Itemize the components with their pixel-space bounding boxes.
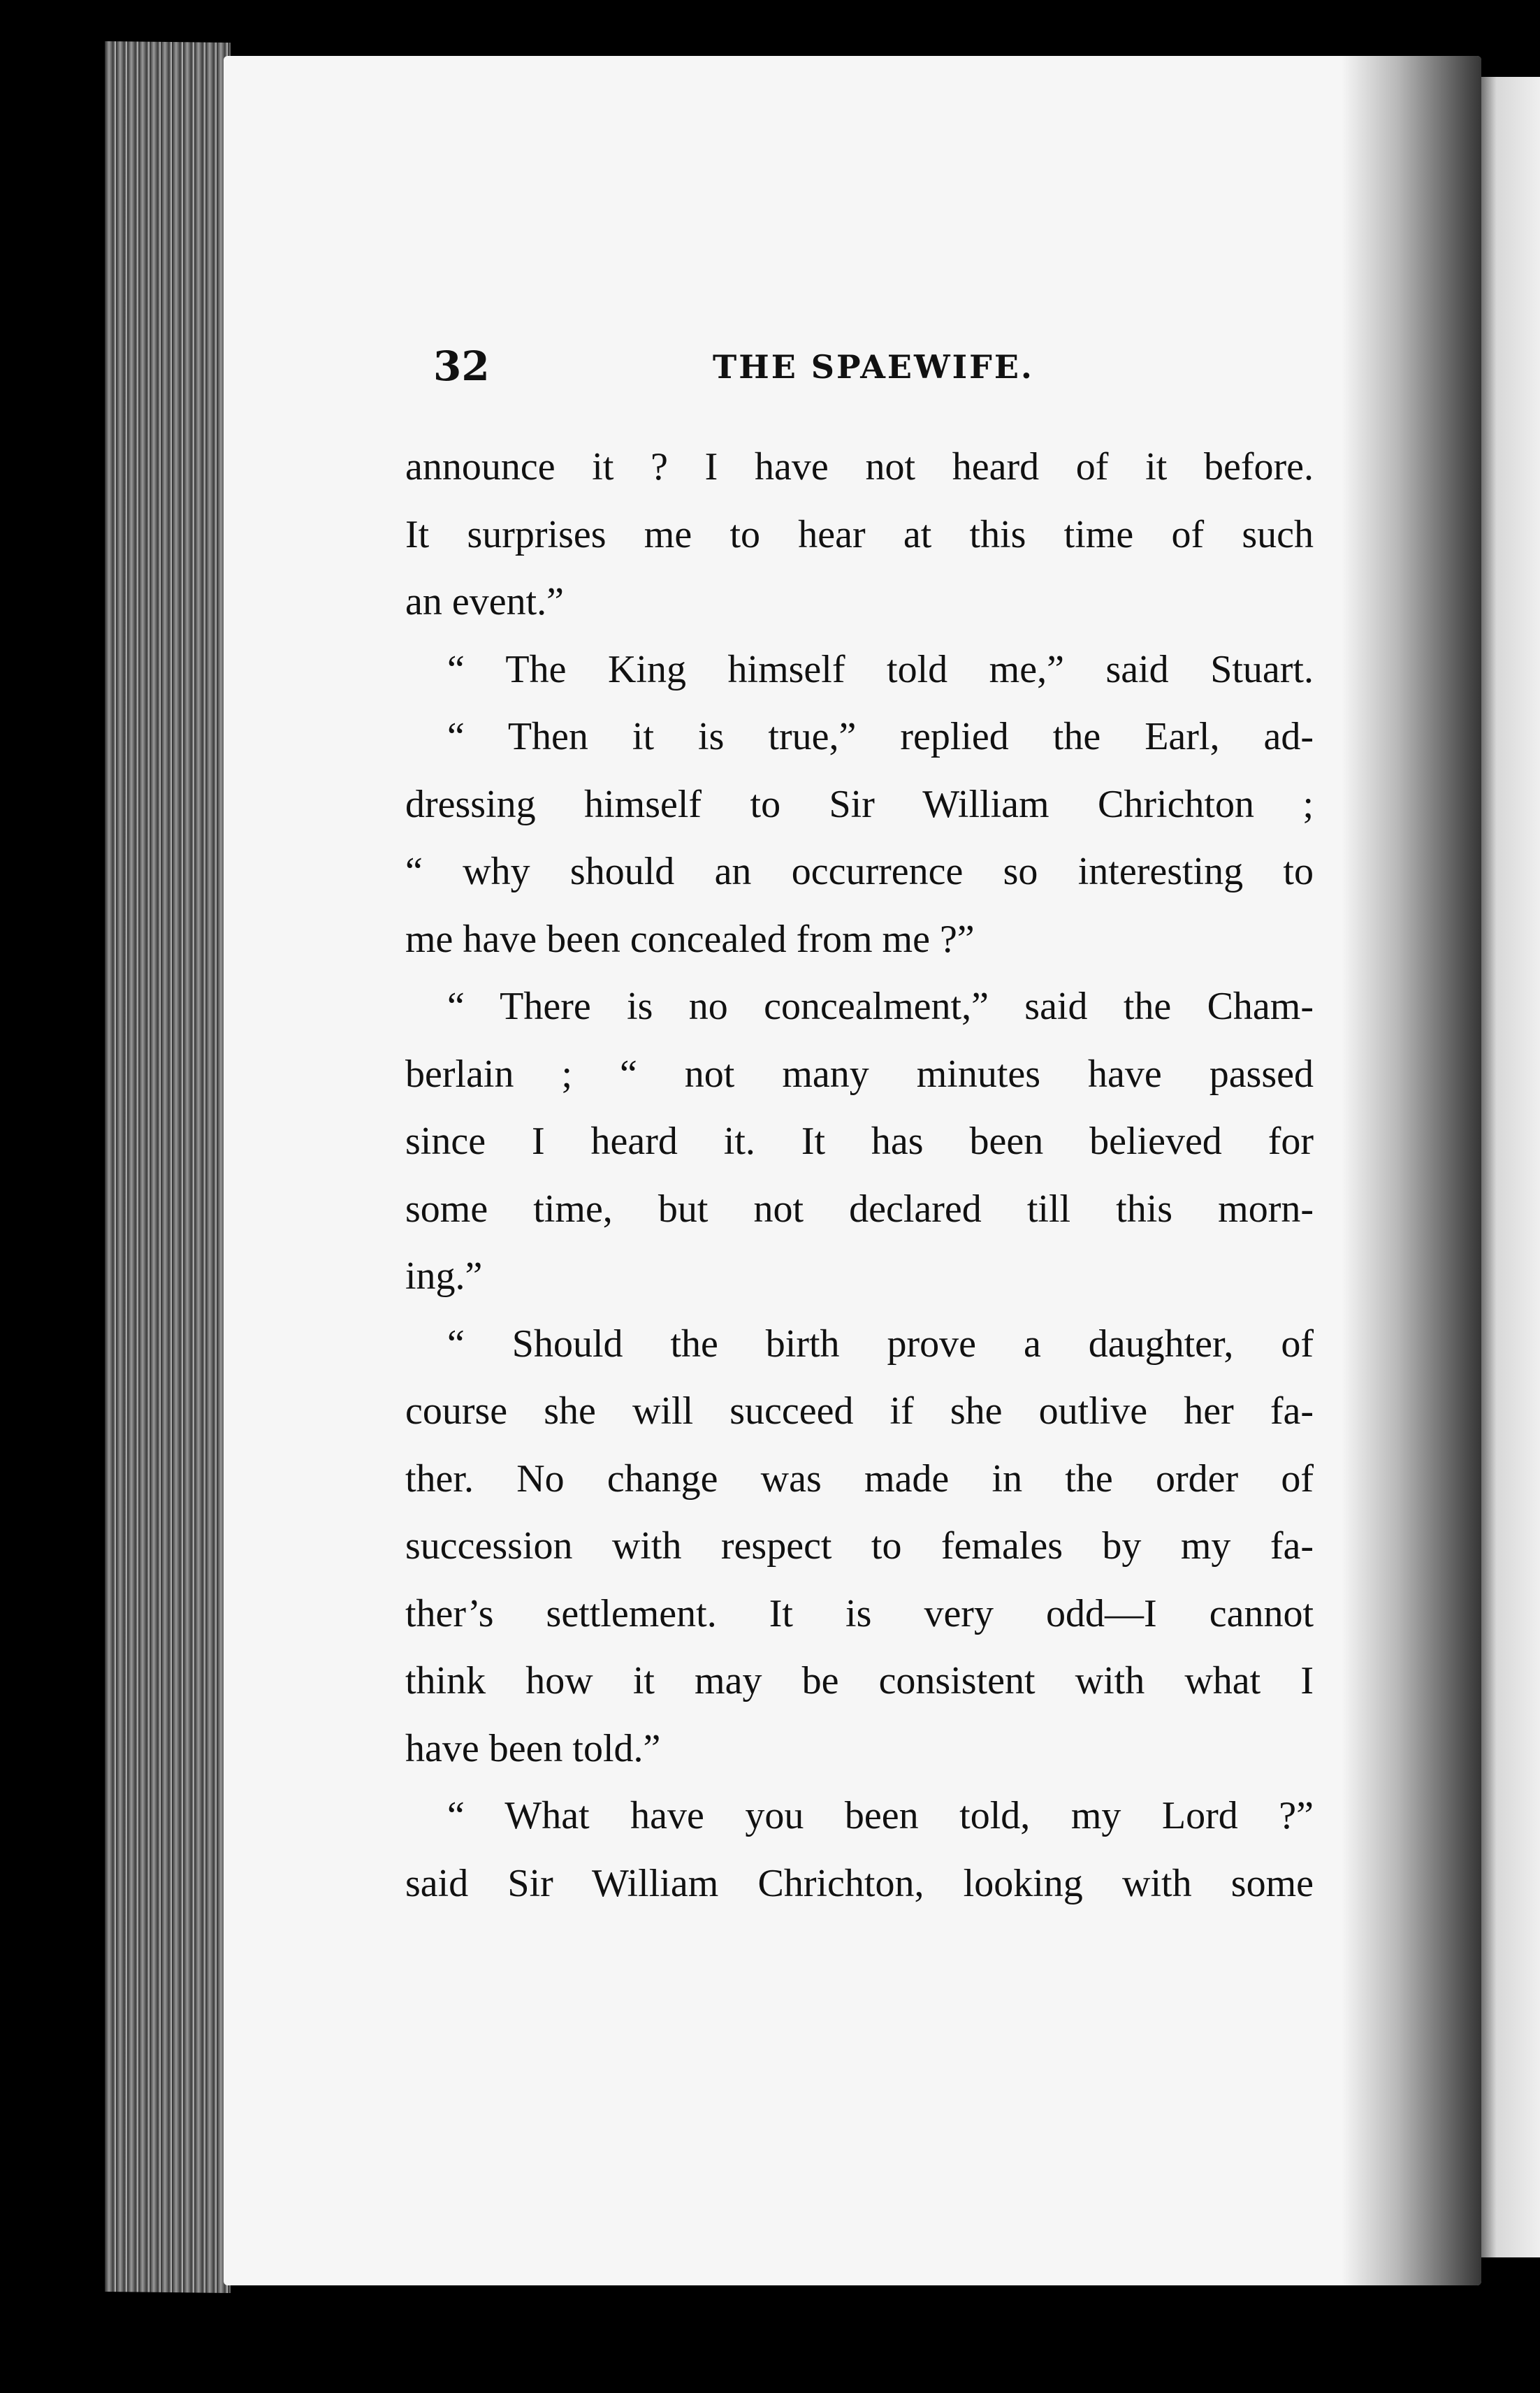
text-line: said Sir William Chrichton, looking with some [405, 1861, 1314, 1905]
text-line: “ Then it is true,” replied the Earl, ad- [447, 715, 1314, 758]
text-line: succession with respect to females by my fa- [405, 1524, 1314, 1568]
text-line: It surprises me to hear at this time of such [405, 512, 1314, 556]
text-line: dressing himself to Sir William Chrichton ; [405, 782, 1314, 826]
text-line: ther’s settlement. It is very odd—I cannot [405, 1591, 1314, 1635]
text-line: have been told.” [405, 1726, 661, 1770]
text-line: “ Should the birth prove a daughter, of [447, 1322, 1314, 1366]
text-line: me have been concealed from me ?” [405, 917, 975, 961]
text-line: “ There is no concealment,” said the Cham- [447, 985, 1314, 1028]
text-line: since I heard it. It has been believed for [405, 1120, 1314, 1163]
body-text [405, 433, 1314, 1917]
text-line: “ The King himself told me,” said Stuart. [447, 647, 1314, 691]
text-line: course she will succeed if she outlive her fa- [405, 1389, 1314, 1433]
text-line: ing.” [405, 1255, 483, 1298]
page-stack-edge [105, 41, 231, 2293]
text-line: berlain ; “ not many minutes have passed [405, 1052, 1314, 1096]
text-line: “ why should an occurrence so interesting to [405, 850, 1314, 893]
gutter-shadow [1342, 56, 1481, 2285]
page-number: 32 [433, 342, 490, 390]
text-line: ther. No change was made in the order of [405, 1456, 1314, 1501]
running-title: THE SPAEWIFE. [713, 348, 1034, 386]
running-head [433, 342, 1314, 405]
text-line: “ What have you been told, my Lord ?” [447, 1794, 1314, 1837]
text-line: announce it ? I have not heard of it before. [405, 445, 1314, 489]
text-line: think how it may be consistent with what I [405, 1659, 1314, 1702]
text-line: some time, but not declared till this morn- [405, 1187, 1314, 1231]
text-line: an event.” [405, 580, 564, 623]
